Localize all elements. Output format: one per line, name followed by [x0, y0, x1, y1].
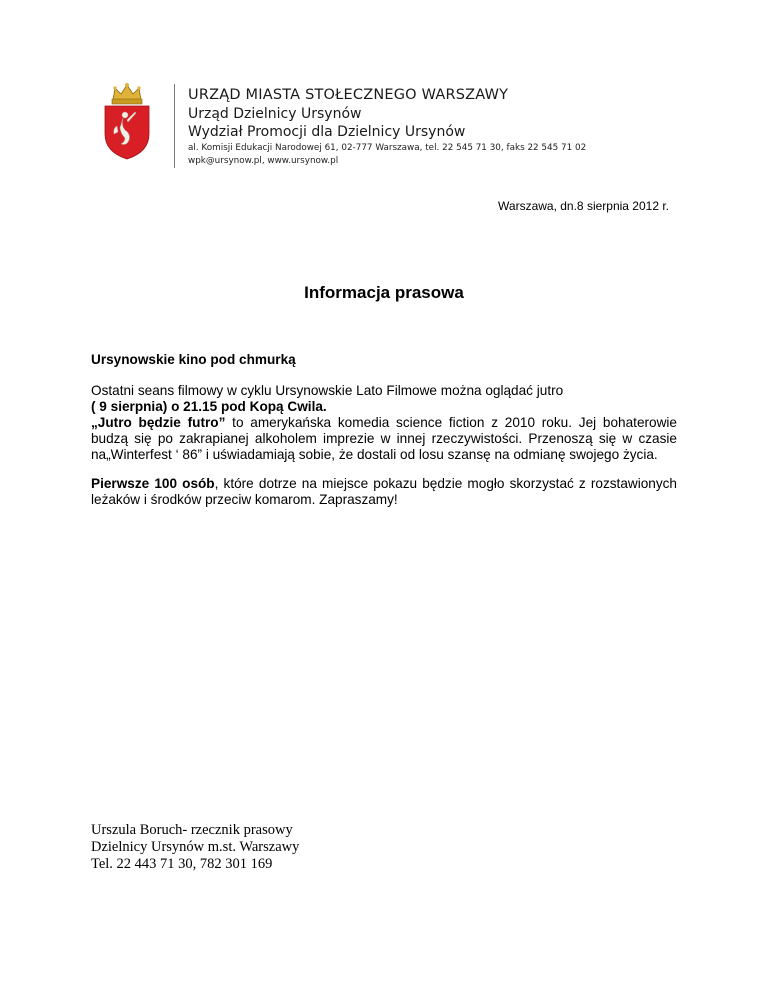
paragraph-2	[91, 476, 677, 508]
first-100-highlight: Pierwsze 100 osób	[91, 476, 215, 491]
warsaw-coat-of-arms-icon	[103, 82, 151, 160]
paragraph-2-text: , które dotrze na miejsce pokazu będzie mogło skorzystać z rozstawionych leżaków i środków przeciw komarom. Zapraszamy!	[91, 476, 677, 507]
subheading: Ursynowskie kino pod chmurką	[91, 352, 296, 367]
letterhead-org: URZĄD MIASTA STOŁECZNEGO WARSZAWY	[188, 87, 509, 103]
movie-title: „Jutro będzie futro”	[91, 415, 226, 430]
letterhead-address: al. Komisji Edukacji Narodowej 61, 02-777 Warszawa, tel. 22 545 71 30, faks 22 545 71 02	[188, 143, 587, 153]
letterhead	[188, 86, 586, 168]
paragraph-1	[91, 383, 677, 463]
paragraph-1-movie	[91, 415, 677, 463]
signature-office: Dzielnicy Ursynów m.st. Warszawy	[91, 839, 300, 855]
signature-phone: Tel. 22 443 71 30, 782 301 169	[91, 856, 273, 872]
crown-icon	[112, 83, 142, 104]
letterhead-department: Wydział Promocji dla Dzielnicy Ursynów	[188, 124, 466, 140]
header-divider	[174, 84, 175, 168]
document-title: Informacja prasowa	[304, 283, 464, 302]
document-date: Warszawa, dn.8 sierpnia 2012 r.	[498, 199, 669, 213]
letterhead-district: Urząd Dzielnicy Ursynów	[188, 106, 362, 122]
signature-name: Urszula Boruch- rzecznik prasowy	[91, 822, 293, 838]
paragraph-1-line-1: Ostatni seans filmowy w cyklu Ursynowskie Lato Filmowe można oglądać jutro	[91, 383, 564, 398]
signature-block	[91, 822, 299, 873]
movie-description: to amerykańska komedia science fiction z 2010 roku. Jej bohaterowie budzą się po zakrapianej alkoholem imprezie w innej rzeczywistości. Przenoszą się w czasie na„Winterfest ‘ 86” i uświadamiają sobie, że dostali od losu szansę na odmianę swojego życia.	[91, 415, 677, 462]
paragraph-1-date-time: ( 9 sierpnia) o 21.15 pod Kopą Cwila.	[91, 399, 327, 414]
document-body	[91, 352, 677, 508]
letterhead-contact: wpk@ursynow.pl, www.ursynow.pl	[188, 156, 339, 166]
